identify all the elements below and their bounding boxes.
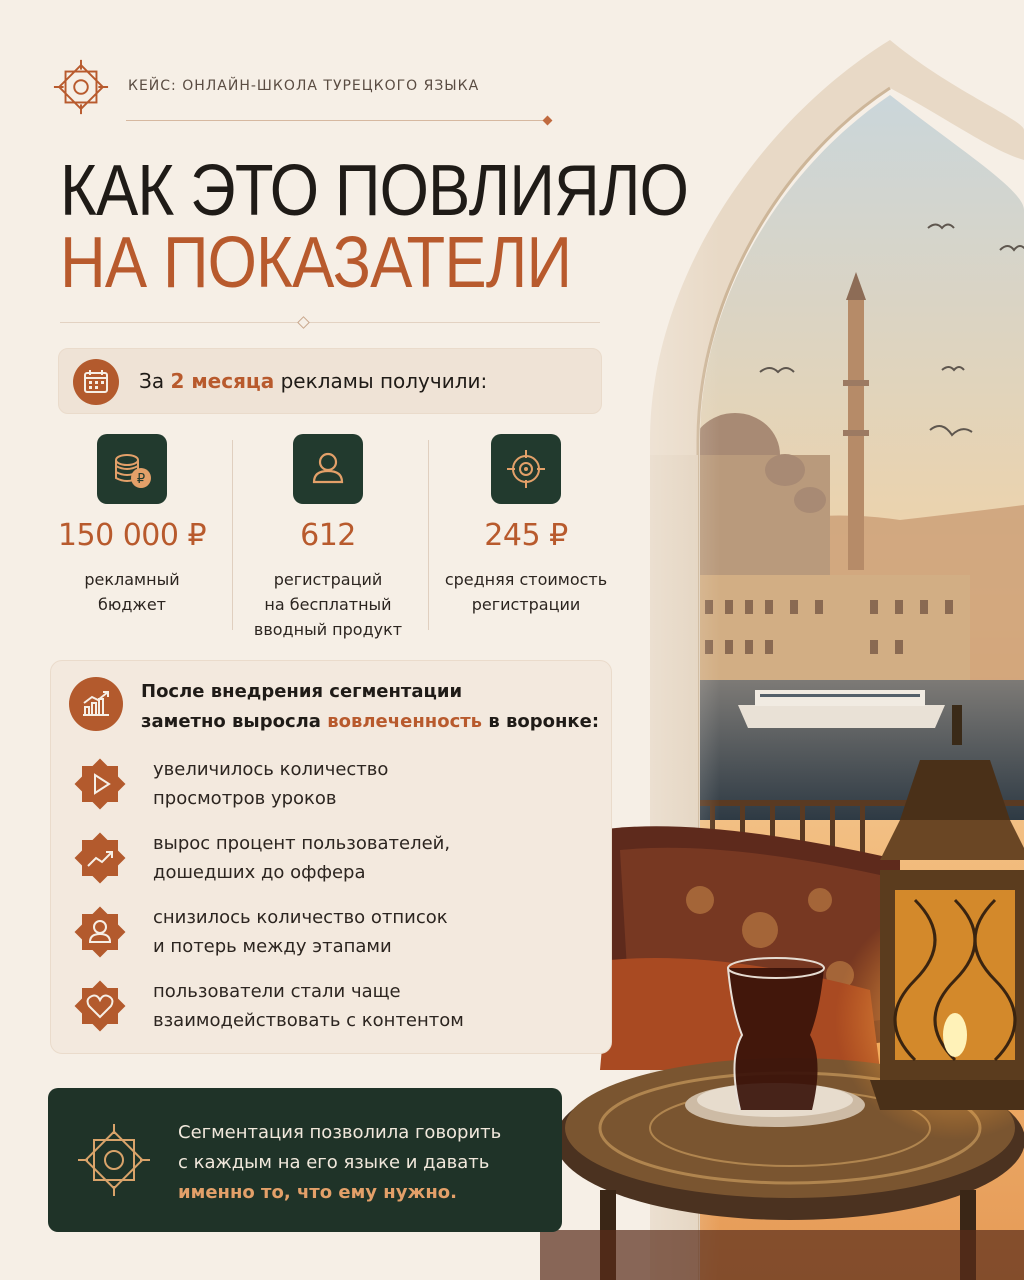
heart-icon	[69, 975, 131, 1037]
list-item	[69, 827, 589, 893]
conclusion-card	[48, 1088, 562, 1232]
heading-suffix: в воронке:	[482, 711, 600, 732]
period-suffix: рекламы получили:	[274, 369, 488, 393]
list-item-text: вырос процент пользователей, дошедших до оффера	[153, 833, 451, 883]
segmentation-card	[50, 660, 612, 1054]
conclusion-line2: с каждым на его языке и давать	[178, 1152, 490, 1173]
segmentation-heading-line1: После внедрения сегментации	[141, 681, 463, 702]
stat-cost-per-registration	[431, 434, 621, 617]
list-item	[69, 901, 589, 967]
ornament-icon	[74, 1120, 154, 1200]
heading-highlight: вовлеченность	[327, 711, 483, 732]
period-card	[58, 348, 602, 414]
user-icon	[293, 434, 363, 504]
segmentation-heading	[141, 677, 599, 737]
heading-prefix: заметно выросла	[141, 711, 328, 732]
stat-value: 245 ₽	[484, 518, 568, 553]
calendar-icon	[73, 359, 119, 405]
stat-separator	[428, 440, 429, 630]
stat-label: средняя стоимость регистрации	[444, 570, 608, 614]
coins-ruble-icon	[97, 434, 167, 504]
list-item-text: увеличилось количество просмотров уроков	[153, 759, 389, 809]
stat-value: 150 000 ₽	[57, 518, 207, 553]
stat-budget	[37, 434, 227, 617]
page-title-line2: НА ПОКАЗАТЕЛИ	[60, 223, 572, 303]
ornament-logo-icon	[52, 58, 110, 116]
list-item	[69, 753, 589, 819]
stat-registrations	[233, 434, 423, 642]
title-divider	[60, 322, 600, 323]
page-title-line1: КАК ЭТО ПОВЛИЯЛО	[60, 151, 689, 231]
period-highlight: 2 месяца	[170, 369, 275, 393]
eyebrow-divider	[126, 120, 546, 121]
case-eyebrow: КЕЙС: ОНЛАЙН-ШКОЛА ТУРЕЦКОГО ЯЗЫКА	[128, 78, 480, 94]
period-text	[139, 369, 487, 393]
play-icon	[69, 753, 131, 815]
period-prefix: За	[139, 369, 171, 393]
growth-chart-icon	[69, 677, 123, 731]
conclusion-line1: Сегментация позволила говорить	[178, 1122, 502, 1143]
user-icon	[69, 901, 131, 963]
segmentation-heading-line2	[141, 707, 599, 737]
list-item-text: пользователи стали чаще взаимодействовать с контентом	[153, 981, 464, 1031]
stat-value: 612	[300, 518, 356, 553]
list-item	[69, 975, 589, 1041]
stat-label: рекламный бюджет	[84, 570, 180, 614]
stat-label: регистраций на бесплатный вводный продукт	[253, 570, 403, 639]
conclusion-text	[178, 1118, 548, 1208]
conclusion-highlight: именно то, что ему нужно.	[178, 1182, 458, 1203]
svg-text:₽: ₽	[136, 472, 146, 487]
target-icon	[491, 434, 561, 504]
trend-up-icon	[69, 827, 131, 889]
list-item-text: снизилось количество отписок и потерь между этапами	[153, 907, 448, 957]
